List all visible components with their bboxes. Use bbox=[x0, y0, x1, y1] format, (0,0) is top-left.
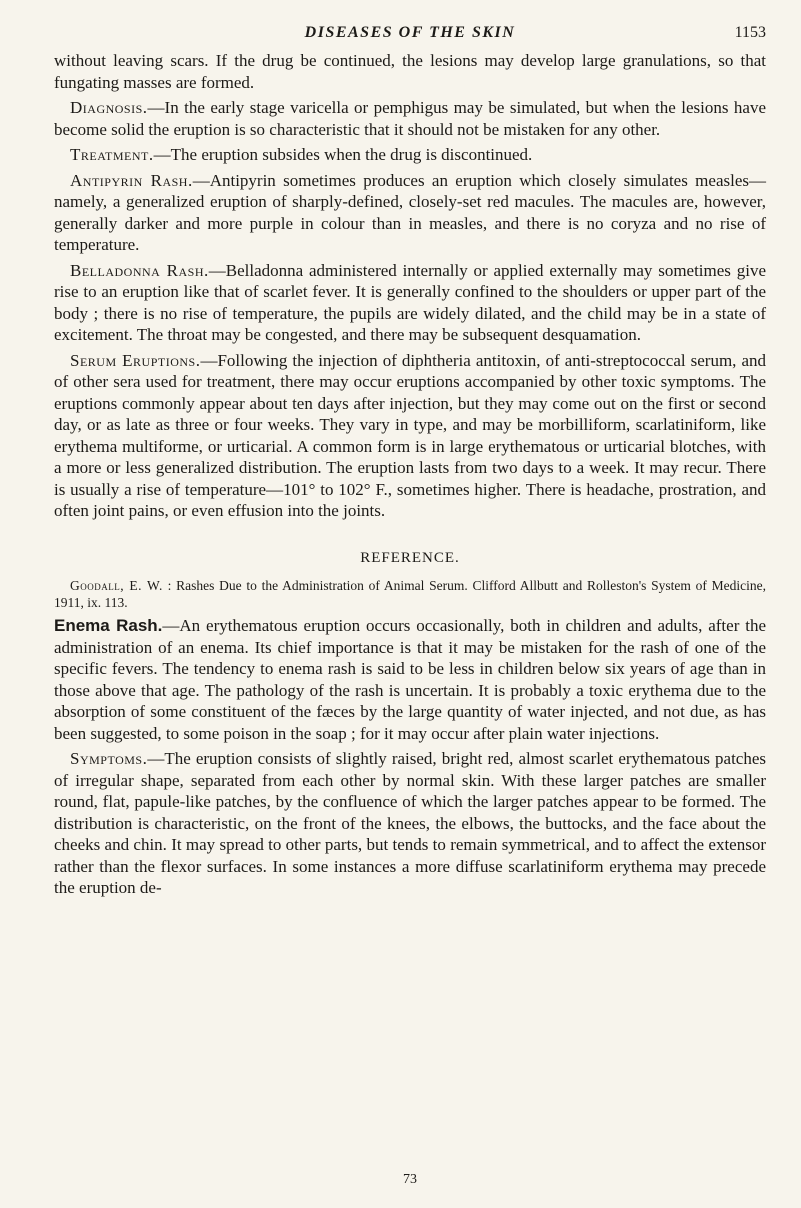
section-heading-bold: Enema Rash. bbox=[54, 616, 163, 635]
reference-text: : Rashes Due to the Administration of Animal Serum. Clifford Allbutt and Rolleston's System of Medicine, 1911, ix. 113. bbox=[54, 578, 767, 610]
paragraph-antipyrin-rash bbox=[54, 170, 766, 256]
section-heading: Symptoms. bbox=[70, 749, 148, 768]
paragraph-enema-rash bbox=[54, 615, 766, 744]
paragraph-text: —The eruption subsides when the drug is discontinued. bbox=[153, 145, 533, 164]
page-number: 1153 bbox=[734, 24, 766, 41]
running-head: DISEASES OF THE SKIN bbox=[304, 24, 516, 41]
paragraph-continuation bbox=[54, 50, 766, 93]
signature-mark: 73 bbox=[403, 1172, 417, 1187]
paragraph-symptoms bbox=[54, 748, 766, 899]
paragraph-text: —In the early stage varicella or pemphigus may be simulated, but when the lesions have become solid the eruption is so characteristic that it should not be mistaken for any other. bbox=[54, 98, 766, 139]
paragraph-belladonna-rash bbox=[54, 260, 766, 346]
paragraph-treatment bbox=[54, 144, 766, 166]
section-heading: Treatment. bbox=[70, 145, 154, 164]
reference-entry bbox=[54, 577, 766, 611]
body-text bbox=[54, 50, 766, 899]
paragraph-text: —Antipyrin sometimes produces an eruption which closely simulates measles—namely, a generalized eruption of sharply-defined, closely-set red macules. The macules are, however, generally darker and more purple in colour than in measles, and there is no coryza and no rise of temperature. bbox=[54, 170, 766, 254]
paragraph-text: —The eruption consists of slightly raised, bright red, almost scarlet erythematous patches of irregular shape, separated from each other by normal skin. With these larger patches are smaller round, flat, papule-like patches, by the confluence of which the larger patches appear to be formed. The distribution is characteristic, on the front of the knees, the elbows, the buttocks, and the face about the cheeks and chin. It may spread to other parts, but tends to remain symmetrical, and to affect the extensor rather than the flexor surfaces. In some instances a more diffuse scarlatiniform erythema may precede the eruption de- bbox=[54, 749, 766, 897]
paragraph-serum-eruptions bbox=[54, 350, 766, 522]
section-heading: Serum Eruptions. bbox=[70, 350, 201, 370]
paragraph-text: without leaving scars. If the drug be continued, the lesions may develop large granulations, so that fungating masses are formed. bbox=[54, 51, 766, 92]
section-heading: Diagnosis. bbox=[70, 98, 148, 117]
paragraph-text: —An erythematous eruption occurs occasionally, both in children and adults, after the administration of an enema. Its chief importance is that it may be mistaken for the rash of one of the specific fevers. The tendency to enema rash is said to be less in children below six years of age than in those above that age. The pathology of the rash is uncertain. It is probably a toxic erythema due to the absorption of some constituent of the fæces by the large quantity of water injected, and not due, as has been suggested, to some poison in the soap ; for it may occur after plain water injections. bbox=[54, 616, 767, 743]
paragraph-text: —Following the injection of diphtheria antitoxin, of anti-streptococcal serum, and of other sera used for treatment, there may occur eruptions accompanied by other toxic symptoms. The eruptions commonly appear about ten days after injection, but they may come out on the first or second day, or as late as three or four weeks. They vary in type, and may be morbilliform, scarlatiniform, like erythema multiforme, or urticarial. A common form is in large erythematous or urticarial blotches, with a more or less generalized distribution. The eruption lasts from two days to a week. It may recur. There is usually a rise of temperature—101° to 102° F., sometimes higher. There is headache, prostration, and often joint pains, or even effusion into the joints. bbox=[54, 350, 766, 520]
section-heading: Antipyrin Rash. bbox=[70, 170, 193, 190]
section-heading: Belladonna Rash. bbox=[70, 260, 209, 280]
page-header bbox=[54, 0, 766, 50]
paragraph-text: —Belladonna administered internally or applied externally may sometimes give rise to an eruption like that of scarlet fever. It is generally confined to the shoulders or upper part of the body ; there is no rise of temperature, the pupils are widely dilated, and the child may be in a state of excitement. The throat may be congested, and there may be subsequent desquamation. bbox=[54, 260, 766, 344]
paragraph-diagnosis bbox=[54, 97, 766, 140]
reference-title: REFERENCE. bbox=[360, 549, 460, 566]
page bbox=[54, 0, 767, 1187]
reference-author: Goodall, E. W. bbox=[70, 578, 163, 593]
